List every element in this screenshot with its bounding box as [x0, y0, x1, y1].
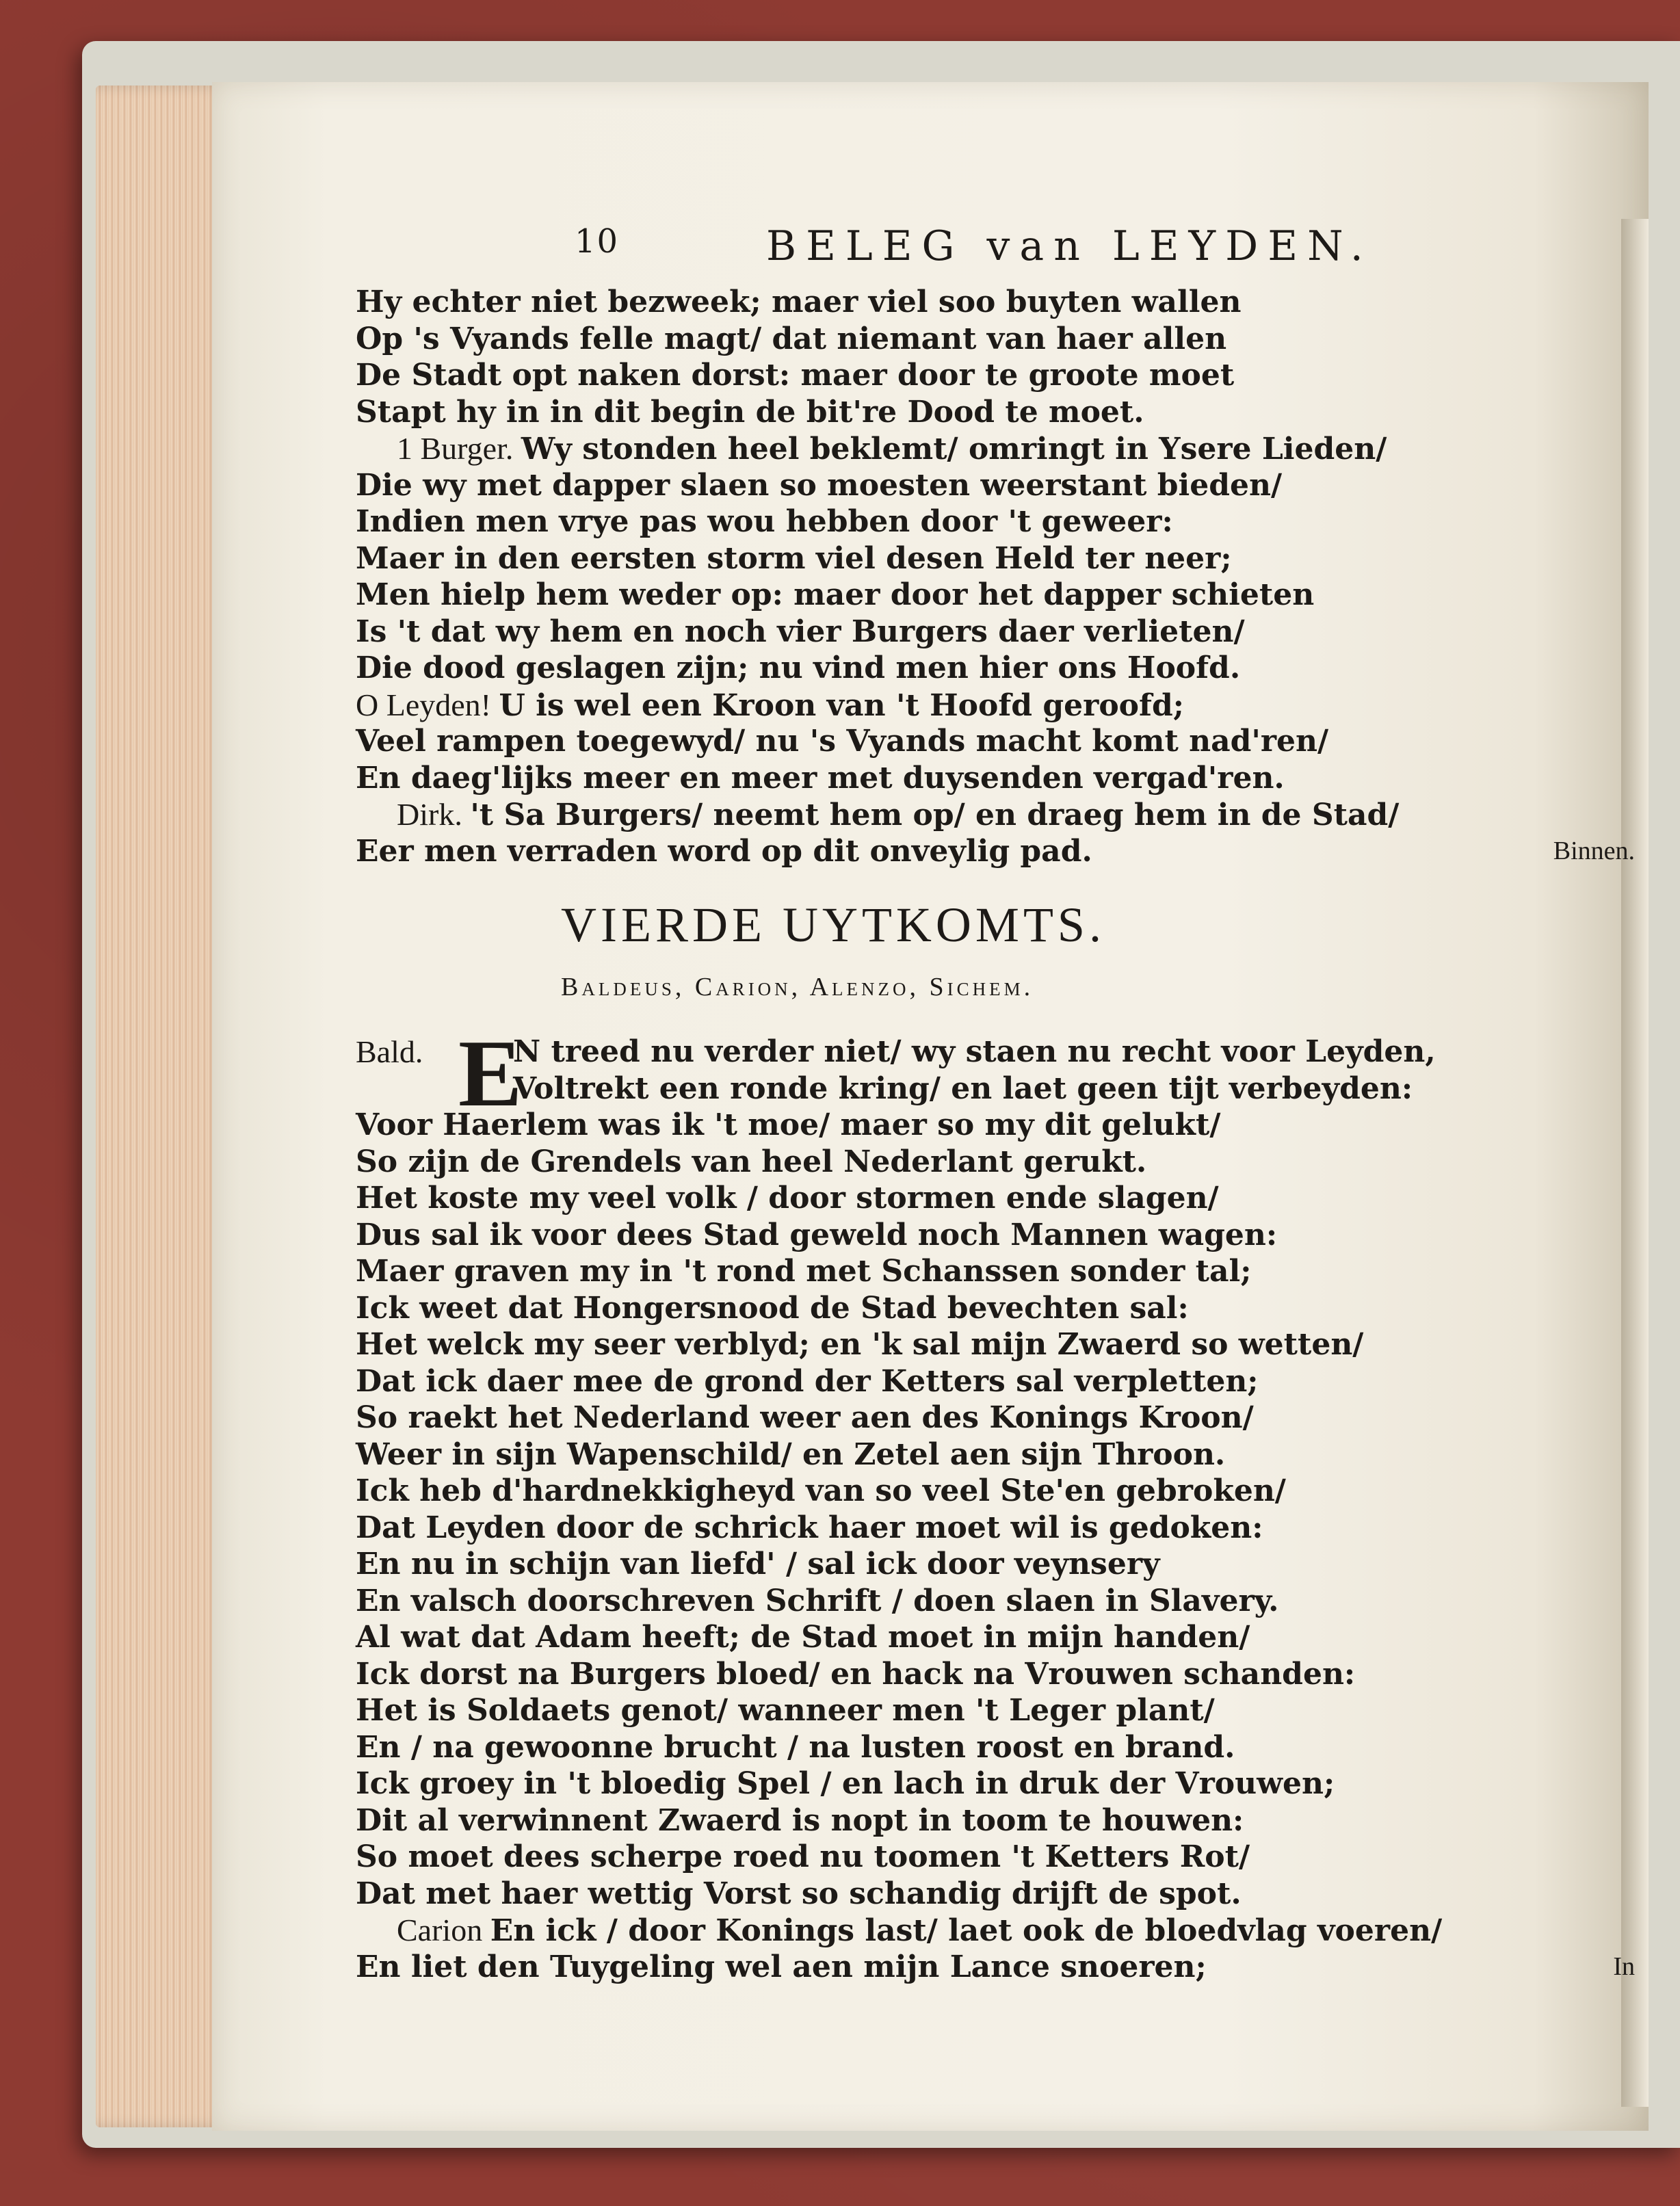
verse-line — [356, 1400, 1635, 1436]
verse-text: Die dood geslagen zijn; nu vind men hier ons Hoofd. — [356, 651, 1241, 685]
page-edges — [96, 86, 226, 2127]
verse-text: Maer in den eersten storm viel desen Held ter neer; — [356, 540, 1232, 576]
verse-text: De Stadt opt naken dorst: maer door te groote moet — [356, 358, 1235, 393]
verse-text: Stapt hy in in dit begin de bit're Dood te moet. — [356, 394, 1144, 430]
verse-text: Die wy met dapper slaen so moesten weerstant bieden/ — [356, 467, 1283, 503]
verse-text: U is wel een Kroon van 't Hoofd geroofd; — [499, 687, 1184, 723]
stage-direction: In — [1613, 1952, 1635, 1981]
verse-line — [356, 1253, 1635, 1290]
page-number: 10 — [575, 222, 620, 261]
verse-text: Ick groey in 't bloedig Spel / en lach in druk der Vrouwen; — [356, 1766, 1335, 1801]
verse-text: Maer graven my in 't rond met Schanssen sonder tal; — [356, 1254, 1252, 1289]
verse-text: So zijn de Grendels van heel Nederlant gerukt. — [356, 1144, 1147, 1179]
verse-line — [356, 1619, 1635, 1656]
verse-line — [356, 357, 1635, 394]
verse-text: Al wat dat Adam heeft; de Stad moet in mijn handen/ — [356, 1620, 1250, 1655]
verse-line — [356, 1949, 1635, 1986]
speaker-label: Dirk. — [397, 797, 471, 832]
running-title: BELEG van LEYDEN. — [766, 222, 1373, 270]
verse-text: Indien men vrye pas wou hebben door 't geweer: — [356, 504, 1173, 539]
verse-text: Hy echter niet bezweek; maer viel soo buyten wallen — [356, 285, 1242, 319]
verse-line — [356, 796, 1635, 833]
verse-line — [356, 577, 1635, 614]
verse-line — [356, 1656, 1635, 1693]
verse-text: Veel rampen toegewyd/ nu 's Vyands macht komt nad'ren/ — [356, 724, 1329, 759]
speaker-label: Carion — [397, 1913, 490, 1947]
verse-line — [356, 1144, 1635, 1181]
verse-line — [356, 1363, 1635, 1400]
running-head — [356, 222, 1635, 284]
verse-line — [356, 1912, 1635, 1949]
verse-line — [356, 1839, 1635, 1876]
verse-line — [356, 1217, 1635, 1254]
verse-block-2 — [356, 1107, 1635, 1985]
cast-list: Baldeus, Carion, Alenzo, Sichem. — [561, 973, 1034, 1001]
speaker-label: 1 Burger. — [397, 431, 521, 466]
verse-line — [356, 650, 1635, 687]
verse-text: Dat Leyden door de schrick haer moet wil is gedoken: — [356, 1510, 1263, 1545]
verse-line — [356, 1180, 1635, 1217]
verse-text: So raekt het Nederland weer aen des Konings Kroon/ — [356, 1400, 1254, 1435]
verse-text: Eer men verraden word op dit onveylig pad. — [356, 833, 1092, 869]
verse-line — [356, 1729, 1635, 1766]
verse-text: Wy stonden heel beklemt/ omringt in Ysere Lieden/ — [521, 432, 1387, 467]
verse-text: Ick dorst na Burgers bloed/ en hack na Vrouwen schanden: — [356, 1656, 1356, 1692]
verse-text: Ick heb d'hardnekkigheyd van so veel Ste'en gebroken/ — [356, 1473, 1286, 1508]
verse-line — [356, 1765, 1635, 1802]
verse-text: En valsch doorschreven Schrift / doen slaen in Slavery. — [356, 1583, 1279, 1618]
verse-line — [356, 540, 1635, 577]
verse-text: Weer in sijn Wapenschild/ en Zetel aen sijn Throon. — [356, 1436, 1226, 1472]
stage-direction: Binnen. — [1553, 836, 1635, 865]
verse-text: En / na gewoonne brucht / na lusten roost en brand. — [356, 1729, 1235, 1765]
verse-line — [356, 503, 1635, 540]
verse-block-1 — [356, 284, 1635, 869]
text-block — [356, 222, 1635, 1985]
verse-text: Men hielp hem weder op: maer door het dapper schieten — [356, 577, 1315, 612]
verse-text: Is 't dat wy hem en noch vier Burgers daer verlieten/ — [356, 614, 1245, 649]
verse-line — [356, 394, 1635, 431]
verse-line — [356, 321, 1635, 358]
verse-line — [356, 723, 1635, 760]
verse-text: En nu in schijn van liefd' / sal ick door veynsery — [356, 1547, 1160, 1581]
verse-line — [356, 1107, 1635, 1144]
verse-text: Dus sal ik voor dees Stad geweld noch Mannen wagen: — [356, 1217, 1278, 1252]
verse-text: So moet dees scherpe roed nu toomen 't Ketters Rot/ — [356, 1839, 1250, 1874]
verse-line — [356, 1802, 1635, 1839]
roman-text: O Leyden! — [356, 687, 499, 722]
verse-text: Het welck my seer verblyd; en 'k sal mijn Zwaerd so wetten/ — [356, 1327, 1364, 1362]
verse-line — [356, 1692, 1635, 1729]
verse-text: Voor Haerlem was ik 't moe/ maer so my dit gelukt/ — [356, 1107, 1221, 1142]
verse-text: Dit al verwinnent Zwaerd is nopt in toom te houwen: — [356, 1802, 1244, 1838]
drop-cap: E — [458, 1021, 523, 1127]
verse-text: En ick / door Konings last/ laet ook de bloedvlag voeren/ — [490, 1913, 1443, 1948]
verse-line — [356, 687, 1635, 724]
verse-text: Ick weet dat Hongersnood de Stad bevechten sal: — [356, 1290, 1189, 1326]
verse-line — [356, 1473, 1635, 1510]
verse-text: Dat ick daer mee de grond der Ketters sal verpletten; — [356, 1363, 1259, 1399]
verse-text: Het is Soldaets genot/ wanneer men 't Leger plant/ — [356, 1693, 1215, 1728]
verse-line — [356, 614, 1635, 651]
verse-text: Dat met haer wettig Vorst so schandig drijft de spot. — [356, 1876, 1242, 1911]
section-title: VIERDE UYTKOMTS. — [561, 897, 1105, 952]
verse-text: En liet den Tuygeling wel aen mijn Lance snoeren; — [356, 1949, 1207, 1984]
verse-line — [356, 430, 1635, 467]
verse-text: Op 's Vyands felle magt/ dat niemant van haer allen — [356, 321, 1227, 356]
verse-line — [356, 1510, 1635, 1547]
verse-line — [356, 1290, 1635, 1327]
verse-line: N treed nu verder niet/ wy staen nu recht voor Leyden, — [513, 1034, 1436, 1069]
verse-line: Voltrekt een ronde kring/ en laet geen tijt verbeyden: — [513, 1071, 1413, 1106]
verse-line — [356, 1436, 1635, 1473]
verse-line — [356, 760, 1635, 797]
verse-line — [356, 467, 1635, 504]
verse-line — [356, 1326, 1635, 1363]
verse-line — [356, 284, 1635, 321]
verse-line — [356, 833, 1635, 870]
verse-text: 't Sa Burgers/ neemt hem op/ en draeg hem in de Stad/ — [470, 798, 1400, 832]
verse-line — [356, 1876, 1635, 1913]
verse-text: Het koste my veel volk / door stormen ende slagen/ — [356, 1181, 1219, 1216]
verse-line — [356, 1546, 1635, 1583]
speaker-label: Bald. — [356, 1034, 423, 1069]
verse-text: En daeg'lijks meer en meer met duysenden vergad'ren. — [356, 760, 1285, 796]
verse-line — [356, 1583, 1635, 1620]
